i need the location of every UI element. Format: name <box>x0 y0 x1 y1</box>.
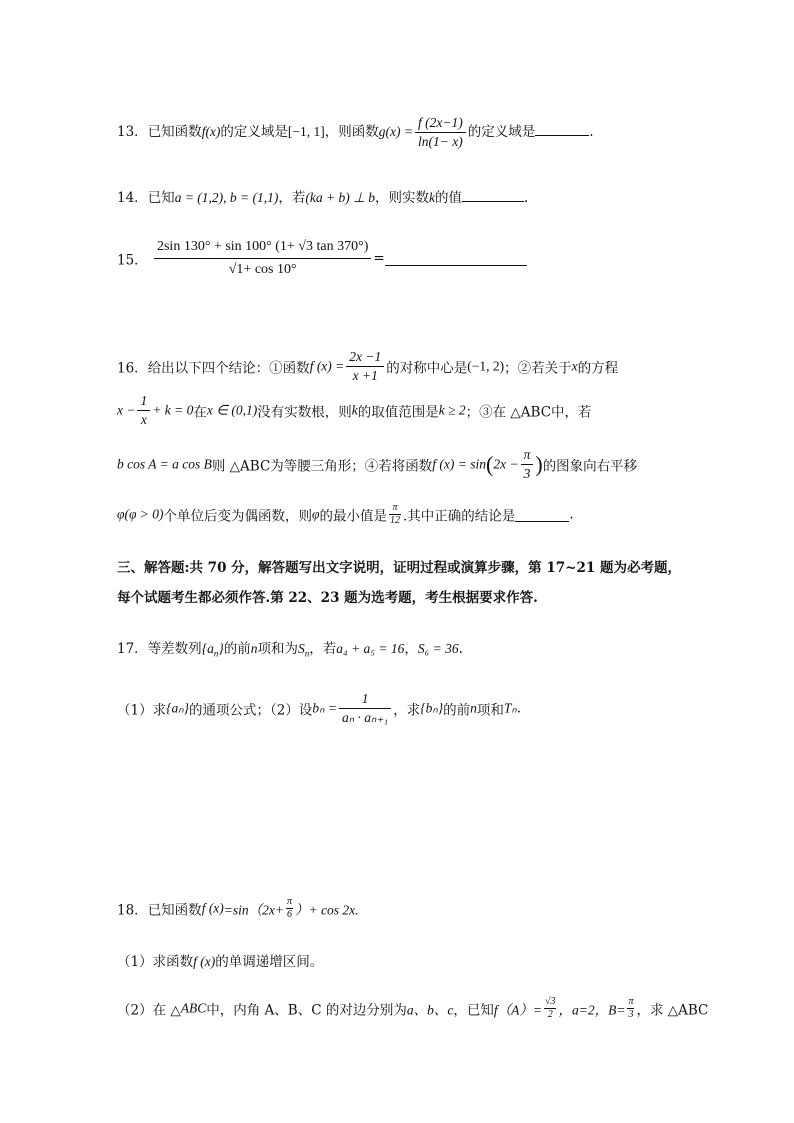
q16-number: 16． <box>117 360 148 377</box>
denominator: x <box>140 412 147 427</box>
question-15 <box>117 236 527 281</box>
q18-sides: a、b、c <box>406 1002 454 1018</box>
question-18-part-1 <box>117 950 323 970</box>
q18-fx: f (x) <box>193 954 216 969</box>
q18-fraction-pi3 <box>627 996 634 1021</box>
q13-denominator: ln(1− x) <box>418 134 463 149</box>
q14-text: ，则实数 <box>375 190 429 206</box>
q13-text: 的定义域是 <box>467 124 536 140</box>
question-16-line-4 <box>117 502 574 527</box>
q18-text: 已知函数 <box>147 902 202 919</box>
q15-numerator: 2sin 130° + sin 100° (1+ √3 tan 370°) <box>154 236 371 259</box>
q17-bn: bₙ = <box>312 700 337 716</box>
denominator: aₙ · aₙ₊₁ <box>342 710 389 725</box>
question-13 <box>117 114 594 151</box>
q16-expr: f (x) = sin <box>432 456 487 472</box>
q17-text: 的前 <box>223 641 251 657</box>
numerator: 1 <box>339 690 391 709</box>
q15-equals: = <box>373 250 385 267</box>
question-14 <box>117 186 528 206</box>
paren-close: ) <box>535 451 543 477</box>
q17-comma: ， <box>404 641 418 657</box>
q18-fraction <box>286 896 293 921</box>
question-17 <box>117 637 463 659</box>
q17-end: . <box>458 641 463 657</box>
q16-text: 的取值范围是 <box>357 404 439 421</box>
q17-text: 的通项公式；（2）设 <box>189 702 313 719</box>
numerator: 1 <box>137 392 150 411</box>
q16-expr: x ∈ (0,1) <box>206 402 258 418</box>
q16-k: k <box>351 402 358 418</box>
question-18 <box>117 896 359 921</box>
an: {a <box>201 641 214 656</box>
q18-fraction-sqrt3 <box>544 996 557 1021</box>
denominator: 2 <box>547 1009 553 1020</box>
q16-expr: b cos A = a cos B <box>117 456 212 472</box>
q17-sn <box>298 641 310 659</box>
q13-end: . <box>589 124 594 140</box>
question-16-line-3 <box>117 446 637 483</box>
q14-text: 已知 <box>147 190 175 206</box>
q17-part-1: （1）求 <box>117 702 167 719</box>
q13-numerator: f (2x−1) <box>415 114 466 133</box>
denominator: 3 <box>523 466 531 481</box>
q16-text: ；②若关于 <box>504 360 572 377</box>
q18-abc: ABC <box>180 1000 207 1016</box>
section-3-line-1: 三、解答题:共 70 分，解答题写出文字说明，证明过程或演算步骤，第 17~21 题为必考题， <box>117 560 681 576</box>
q17-end: . <box>516 700 522 717</box>
q17-text: 等差数列 <box>147 641 202 657</box>
q17-n: n <box>250 641 258 656</box>
q16-expr: k ≥ 2 <box>438 402 466 418</box>
q13-text: ，则函数 <box>324 124 379 140</box>
q16-expr: + k = 0 <box>152 402 194 418</box>
numerator: π <box>628 996 634 1007</box>
q13-text: 的定义域是 <box>220 124 288 140</box>
question-16-line-1 <box>117 348 618 385</box>
q16-center: (−1, 2) <box>467 358 505 374</box>
q13-number: 13． <box>117 124 148 140</box>
an-sub: n <box>213 648 219 659</box>
q16-expr: 2x − <box>493 456 519 472</box>
q17-tn: Tₙ <box>503 700 517 716</box>
q16-fraction-3 <box>521 446 534 483</box>
q16-text: 的方程 <box>577 360 619 377</box>
q17-condition-1: a₄ + a₅ = 16 <box>336 641 405 656</box>
q14-number: 14． <box>117 190 148 206</box>
q16-text: 没有实数根，则 <box>257 404 352 421</box>
q15-denominator: √1+ cos 10° <box>228 262 297 277</box>
q16-text: 的对称中心是 <box>386 360 468 377</box>
q17-n: n <box>470 700 477 716</box>
q16-fraction-2 <box>137 392 150 429</box>
q14-text: 的值 <box>435 190 462 206</box>
q18-expr: f（A）= <box>493 1002 542 1018</box>
q16-text: 则 △ABC为等腰三角形；④若将函数 <box>211 458 433 475</box>
q13-text: 已知函数 <box>147 124 202 140</box>
q14-text: ，若 <box>278 190 306 206</box>
q17-bn: {bₙ} <box>420 700 444 716</box>
an-close: } <box>218 641 224 656</box>
q16-end: . <box>569 506 574 523</box>
q18-part-1: （1）求函数 <box>117 954 194 970</box>
q18-expr: =sin（2x+ <box>223 902 285 918</box>
q14-end: . <box>524 190 529 206</box>
q17-condition-2: S₆ = 36 <box>417 641 459 656</box>
section-3-line-2: 每个试题考生都必须作答.第 22、23 题为选考题，考生根据要求作答. <box>117 590 538 606</box>
q16-x: x <box>571 358 578 374</box>
numerator: 2x −1 <box>346 348 384 367</box>
numerator: π <box>389 502 401 515</box>
q17-an: {aₙ} <box>166 700 190 716</box>
q16-text: ；③在 △ABC中，若 <box>465 404 592 421</box>
q15-fraction <box>154 236 371 281</box>
q16-text: 的最小值是 <box>319 508 388 525</box>
answer-blank[interactable] <box>462 187 524 202</box>
denominator: 6 <box>287 909 293 920</box>
q18-text: ，已知 <box>453 1002 494 1019</box>
q18-part-2: （2）在 △ <box>117 1002 181 1019</box>
q16-expr: φ(φ > 0) <box>117 506 164 522</box>
q17-number: 17． <box>117 641 148 657</box>
question-18-part-2 <box>117 996 708 1021</box>
q18-text: ，求 △ABC <box>636 1002 709 1019</box>
q13-domain: [−1, 1] <box>287 124 325 139</box>
q13-fraction <box>415 114 466 151</box>
q18-fx: f (x) <box>201 900 224 916</box>
q17-text: 项和 <box>476 702 504 719</box>
answer-blank[interactable] <box>515 507 569 522</box>
q13-fx: f(x) <box>201 124 221 139</box>
numerator: π <box>287 896 293 907</box>
denominator: 3 <box>628 1009 634 1020</box>
numerator: π <box>521 446 534 465</box>
q16-fraction-1 <box>346 348 384 385</box>
q17-fraction <box>339 690 391 727</box>
denominator: x +1 <box>352 368 378 383</box>
q18-expr: ）+ cos 2x. <box>295 902 359 918</box>
sn-sub: n <box>304 648 310 659</box>
question-16-line-2 <box>117 392 592 429</box>
q16-text: .其中正确的结论是 <box>403 508 516 525</box>
q14-vectors: a = (1,2), b = (1,1) <box>174 190 279 205</box>
q14-condition: (ka + b) ⊥ b <box>305 190 375 205</box>
answer-blank[interactable] <box>385 251 527 266</box>
denominator: 12 <box>390 515 401 526</box>
q15-number: 15． <box>117 252 148 269</box>
q16-text: 个单位后变为偶函数，则 <box>163 508 313 525</box>
q16-phi: φ <box>312 506 320 522</box>
q16-text: 给出以下四个结论：①函数 <box>147 360 310 377</box>
q16-text: 在 <box>193 404 207 421</box>
numerator: √3 <box>544 996 556 1007</box>
q13-gx: g(x) = <box>378 124 413 139</box>
sn: S <box>298 641 305 656</box>
answer-blank[interactable] <box>535 121 589 136</box>
q17-text: 的前 <box>443 702 471 719</box>
q18-expr: ，a=2，B= <box>558 1002 626 1018</box>
q16-expr: x − <box>117 402 136 418</box>
paren-open: ( <box>486 451 494 477</box>
q16-fx: f (x) = <box>309 358 345 374</box>
q17-text: ，求 <box>393 702 421 719</box>
q17-an <box>201 641 224 659</box>
q17-text: ，若 <box>309 641 337 657</box>
q16-text: 的图象向右平移 <box>542 458 638 475</box>
q16-fraction-4 <box>389 502 401 527</box>
q14-k: k <box>429 190 435 205</box>
question-17-parts <box>117 690 521 727</box>
q18-text: 的单调递增区间。 <box>215 954 324 970</box>
q18-text: 中，内角 A、B、C 的对边分别为 <box>206 1002 407 1019</box>
q18-number: 18． <box>117 902 148 919</box>
q17-text: 项和为 <box>257 641 298 657</box>
